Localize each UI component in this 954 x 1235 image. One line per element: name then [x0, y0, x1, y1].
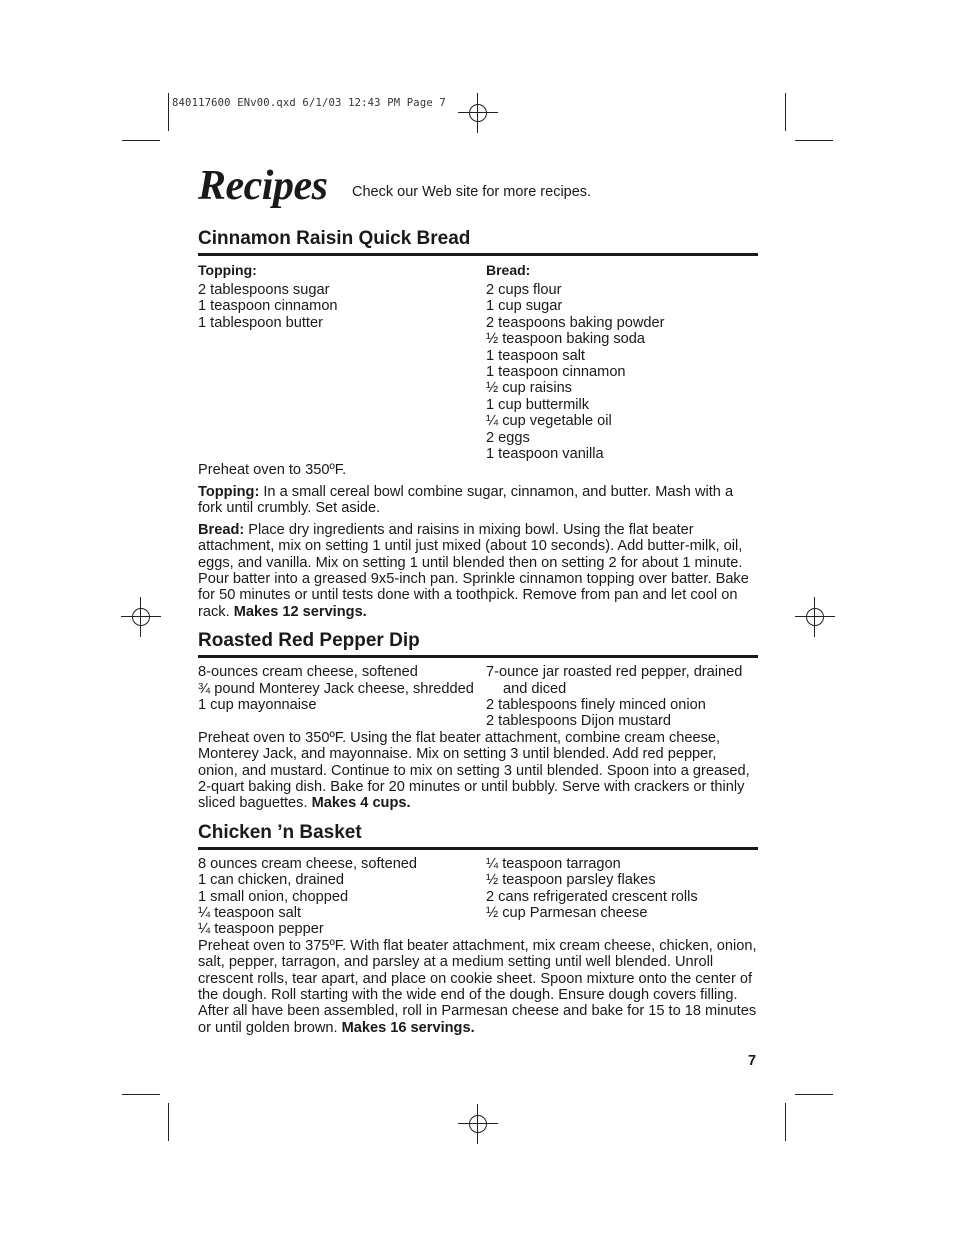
ingredient-item: 1 teaspoon salt — [486, 347, 585, 364]
instruction-text: In a small cereal bowl combine sugar, cinnamon, and butter. Mash with a fork until crumbly. Set aside. — [198, 483, 734, 517]
instructions-bread — [198, 522, 758, 620]
ingredients-heading: Bread: — [486, 262, 531, 278]
ingredient-item: ¼ teaspoon pepper — [198, 921, 324, 938]
ingredients-left — [198, 262, 486, 462]
ingredient-item: 2 eggs — [486, 429, 530, 446]
print-slug: 840117600 ENv00.qxd 6/1/03 12:43 PM Page 7 — [172, 97, 446, 109]
ingredients-heading: Topping: — [198, 262, 257, 278]
crop-mark — [168, 93, 169, 131]
ingredient-item: 1 tablespoon butter — [198, 314, 323, 331]
ingredient-item: ¾ pound Monterey Jack cheese, shredded — [198, 680, 474, 697]
ingredient-item: 1 cup sugar — [486, 298, 563, 315]
recipe-page — [198, 162, 758, 1036]
ingredient-item: 7-ounce jar roasted red pepper, drained and diced — [486, 664, 743, 697]
instructions-method — [198, 938, 758, 1036]
recipe-title: Chicken ’n Basket — [198, 822, 758, 850]
ingredient-item: 1 can chicken, drained — [198, 872, 345, 889]
ingredient-item: ¼ teaspoon salt — [198, 905, 302, 921]
ingredient-item: 2 tablespoons Dijon mustard — [486, 713, 671, 730]
ingredient-item: 1 teaspoon cinnamon — [486, 364, 626, 381]
instructions-topping — [198, 484, 758, 517]
ingredient-item: ½ teaspoon parsley flakes — [486, 872, 656, 889]
recipe-yield: Makes 12 servings. — [233, 603, 367, 620]
page-title: Recipes — [198, 163, 328, 209]
recipe-title: Roasted Red Pepper Dip — [198, 630, 758, 658]
ingredient-item: ¼ cup vegetable oil — [486, 413, 612, 430]
ingredient-item: 2 teaspoons baking powder — [486, 314, 665, 331]
instructions-method — [198, 730, 758, 812]
crop-mark — [785, 1103, 786, 1141]
ingredient-item: ½ teaspoon baking soda — [486, 331, 646, 348]
ingredients — [198, 262, 758, 462]
lead-label: Topping: — [198, 483, 260, 500]
registration-mark-icon — [121, 597, 161, 637]
registration-mark-icon — [795, 597, 835, 637]
crop-mark — [795, 1094, 833, 1095]
page-number: 7 — [748, 1053, 757, 1069]
page-subtitle: Check our Web site for more recipes. — [352, 184, 592, 200]
ingredients-left — [198, 664, 486, 730]
instruction-text: Preheat oven to 350ºF. Using the flat beater attachment, combine cream cheese, Monterey Jack, and mayonnaise. Mix on setting 3 until blended. Add red pepper, onion, and mustard. Continue to mix on setting 3 until blended. Spoon into a greased, 2-quart baking dish. Bake for 20 minutes or until bubbly. Serve with crackers or thinly sliced baguettes. — [198, 729, 750, 812]
crop-mark — [785, 93, 786, 131]
ingredient-item: 1 cup buttermilk — [486, 396, 590, 413]
ingredients-right — [486, 856, 758, 938]
ingredient-item: 2 tablespoons sugar — [198, 282, 330, 298]
ingredients-right — [486, 664, 758, 730]
instruction-text: Place dry ingredients and raisins in mixing bowl. Using the flat beater attachment, mix on setting 1 until just mixed (about 10 seconds). Add butter-milk, oil, eggs, and vanilla. Mix on setting 1 until blended then on setting 2 for about 1 minute. Pour batter into a greased 9x5-inch pan. Sprinkle cinnamon topping over batter. Bake for 50 minutes or until tests done with a toothpick. Remove from pan and let cool on rack. — [198, 521, 749, 620]
registration-mark-icon — [458, 93, 498, 133]
ingredient-item: ¼ teaspoon tarragon — [486, 855, 621, 872]
instructions-preheat: Preheat oven to 350ºF. — [198, 462, 347, 479]
recipe-title: Cinnamon Raisin Quick Bread — [198, 228, 758, 256]
crop-mark — [122, 1094, 160, 1095]
ingredient-item: 2 cups flour — [486, 282, 562, 298]
page-header — [198, 162, 758, 214]
ingredient-item: 1 teaspoon vanilla — [486, 446, 604, 463]
ingredient-item: 2 cans refrigerated crescent rolls — [486, 888, 698, 905]
recipe-yield: Makes 16 servings. — [341, 1019, 475, 1036]
ingredient-item: 8-ounces cream cheese, softened — [198, 664, 418, 681]
ingredients — [198, 664, 758, 730]
registration-mark-icon — [458, 1104, 498, 1144]
ingredient-item: ½ cup raisins — [486, 380, 572, 397]
crop-mark — [795, 140, 833, 141]
crop-mark — [168, 1103, 169, 1141]
recipe-yield: Makes 4 cups. — [311, 795, 411, 812]
crop-mark — [122, 140, 160, 141]
ingredient-item: 1 cup mayonnaise — [198, 696, 317, 713]
ingredient-item: 8 ounces cream cheese, softened — [198, 855, 418, 872]
ingredient-item: 1 teaspoon cinnamon — [198, 298, 338, 315]
ingredient-item: ½ cup Parmesan cheese — [486, 905, 648, 921]
ingredients — [198, 856, 758, 938]
lead-label: Bread: — [198, 521, 245, 538]
ingredients-right — [486, 262, 758, 462]
ingredient-item: 2 tablespoons finely minced onion — [486, 696, 706, 713]
instruction-text: Preheat oven to 375ºF. With flat beater attachment, mix cream cheese, chicken, onion, salt, pepper, tarragon, and parsley at a medium setting until well blended. Unroll crescent rolls, tear apart, and place on cookie sheet. Spoon mixture onto the center of the dough. Roll starting with the wide end of the dough. Ensure dough covers filling. After all have been assembled, roll in Parmesan cheese and bake for 15 to 18 minutes or until golden brown. — [198, 937, 757, 1036]
ingredient-item: 1 small onion, chopped — [198, 888, 349, 905]
ingredients-left — [198, 856, 486, 938]
